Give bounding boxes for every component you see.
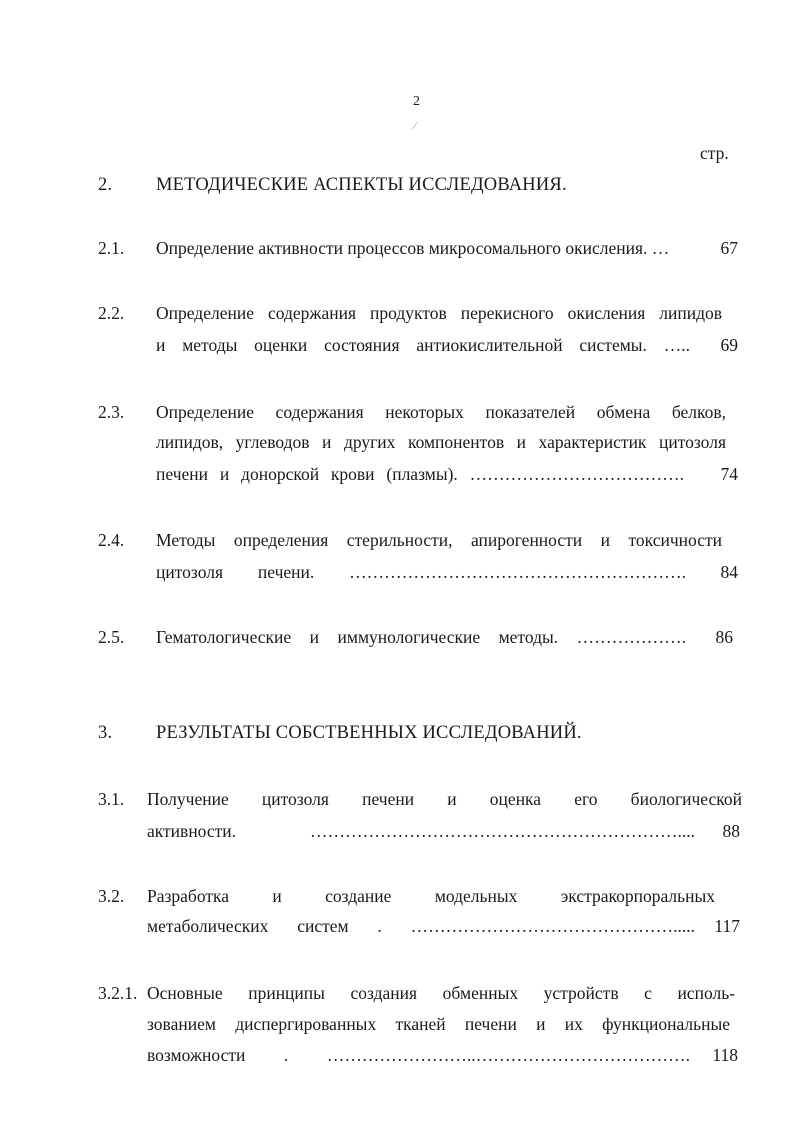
toc-entry-3-2-1-number: 3.2.1.	[98, 983, 138, 1003]
toc-entry-3-2-1-page: 118	[712, 1045, 738, 1065]
toc-entry-2-3-line1: Определение содержания некоторых показателей обмена белков,	[156, 402, 726, 422]
toc-entry-2-4-line1: Методы определения стерильности, апирогенности и токсичности	[156, 530, 722, 550]
page-column-label: стр.	[700, 143, 729, 163]
section-2-number: 2.	[98, 175, 113, 195]
toc-entry-3-2-1-line1: Основные принципы создания обменных устройств с исполь-	[147, 983, 735, 1003]
toc-entry-3-1-number: 3.1.	[98, 789, 125, 809]
toc-entry-2-5-page: 86	[715, 627, 733, 647]
toc-entry-3-2-page: 117	[714, 916, 740, 936]
toc-entry-3-2-line2: метаболических систем . ……………………………………….....	[147, 916, 695, 936]
toc-entry-3-1-line1: Получение цитозоля печени и оценка его биологической	[147, 789, 742, 809]
section-2-title: МЕТОДИЧЕСКИЕ АСПЕКТЫ ИССЛЕДОВАНИЯ.	[156, 175, 567, 195]
toc-entry-3-2-1-line3: возможности . ……………………..……………………………….	[147, 1045, 690, 1065]
toc-entry-2-5-number: 2.5.	[98, 627, 125, 647]
toc-entry-2-3-line2: липидов, углеводов и других компонентов и характеристик цитозоля	[156, 432, 726, 452]
toc-entry-3-2-number: 3.2.	[98, 886, 125, 906]
toc-entry-3-2-1-line2: зованием диспергированных тканей печени и их функциональные	[147, 1014, 730, 1034]
toc-entry-2-2-line1: Определение содержания продуктов перекисного окисления липидов	[156, 303, 722, 323]
toc-entry-2-3-page: 74	[720, 464, 738, 484]
toc-entry-2-4-page: 84	[720, 562, 738, 582]
section-3-number: 3.	[98, 723, 113, 743]
toc-entry-2-2-page: 69	[720, 335, 738, 355]
toc-entry-2-5-title: Гематологические и иммунологические методы. ……………….	[156, 627, 686, 647]
toc-entry-2-2-line2: и методы оценки состояния антиокислительной системы. …..	[156, 335, 690, 355]
toc-entry-2-3-number: 2.3.	[98, 402, 125, 422]
scan-mark: ⁄	[414, 120, 416, 132]
toc-entry-2-2-number: 2.2.	[98, 303, 125, 323]
toc-entry-3-2-line1: Разработка и создание модельных экстракорпоральных	[147, 886, 715, 906]
toc-entry-2-4-number: 2.4.	[98, 530, 125, 550]
toc-entry-3-1-page: 88	[722, 821, 740, 841]
section-3-title: РЕЗУЛЬТАТЫ СОБСТВЕННЫХ ИССЛЕДОВАНИЙ.	[156, 723, 582, 743]
toc-entry-3-1-line2: активности. ………………………………………………………....	[147, 821, 695, 841]
toc-entry-2-4-line2: цитозоля печени. ………………………………………………….	[156, 562, 686, 582]
toc-entry-2-3-line3: печени и донорской крови (плазмы). ……………………………….	[156, 464, 684, 484]
toc-entry-2-1-number: 2.1.	[98, 238, 125, 258]
toc-entry-2-1-title: Определение активности процессов микросомального окисления. …	[156, 238, 670, 258]
page-number: 2	[413, 94, 420, 109]
toc-entry-2-1-page: 67	[720, 238, 738, 258]
